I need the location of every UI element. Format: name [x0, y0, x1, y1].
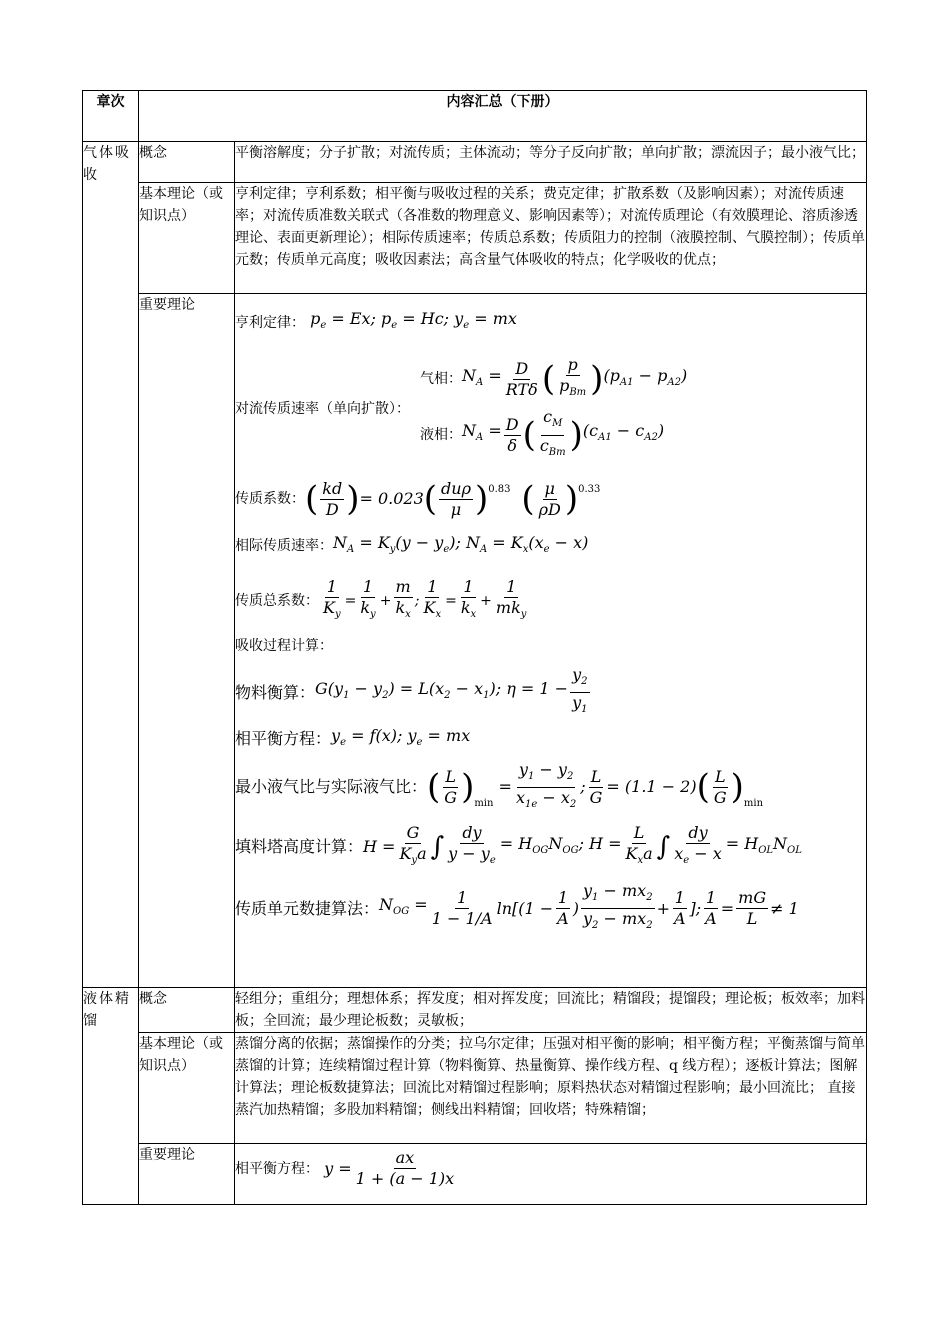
gas-basic-row [83, 183, 867, 294]
gas-important-label: 重要理论 [139, 294, 235, 988]
ntu-shortcut-formula: 传质单元数捷算法： $N_{OG}$ = $\frac{1}{1 - 1/A}$ ln[(1 − $\frac{1}{A}$ ) $\frac{y_1 - mx_2}{y_2 - mx_2}$ + $\frac{1}{A}$ ]; $\frac{1}{A}$ = $\frac{mG}{L}$ ≠ 1 [235, 881, 799, 932]
gas-chapter-cell: 气体吸收 [83, 142, 139, 988]
gas-important-row [83, 294, 867, 988]
header-content: 内容汇总（下册） [139, 91, 867, 142]
mass-transfer-coefficient-formula: 传质系数： ( $\frac{kd}{D}$ ) = 0.023 ( $\frac{\text{duρ}}{\mu}$ ) $^{0.83}$ ( $\frac{\mu}{\rho D}$ ) $^{0.33}$ [235, 478, 601, 520]
equilibrium-formula: 相平衡方程： $y_e = f(x)$; $y_e$ = mx [235, 725, 471, 749]
header-chapter: 章次 [83, 91, 139, 142]
gas-concept-row [83, 142, 867, 183]
gas-phase-formula: 气相： $N_A$ = $\frac{D}{\text{RTδ}}$ ( $\frac{p}{p_{Bm}}$ ) $(p_{A1} - p_{A2})$ [420, 355, 688, 400]
henry-formula: 亨利定律： $p_e = Ex$; $p_e = Hc$; $y_e$ = mx [235, 309, 517, 332]
distill-important-label: 重要理论 [139, 1144, 235, 1205]
gas-important-content [235, 294, 867, 988]
liquid-phase-formula: 液相： $N_A$ = $\frac{D}{\delta}$ ( $\frac{c_M}{c_{Bm}}$ ) $(c_{A1} - c_{A2})$ [420, 407, 665, 458]
summary-table [82, 90, 867, 1205]
gas-basic-text: 亨利定律；亨利系数；相平衡与吸收过程的关系；费克定律；扩散系数（及影响因素）；对流传质速率；对流传质准数关联式（各准数的物理意义、影响因素等）；对流传质理论（有效膜理论、溶质渗透理论、表面更新理论）；相际传质速率；传质总系数；传质阻力的控制（液膜控制、气膜控制）；传质单元数；传质单元高度；吸收因素法；高含量气体吸收的特点；化学吸收的优点； [235, 183, 867, 294]
distill-basic-label: 基本理论（或知识点） [139, 1033, 235, 1144]
overall-coefficient-formula: 传质总系数： $\frac{1}{K_y}$ = $\frac{1}{k_y}$ + $\frac{m}{k_x}$ ; $\frac{1}{K_x}$ = $\frac{1}{k_x}$ + $\frac{1}{mk_y}$ [235, 576, 527, 621]
gas-concept-label: 概念 [139, 142, 235, 183]
tower-height-formula: 填料塔高度计算： H = $\frac{G}{K_ya}$ ∫ $\frac{dy}{y - y_e}$ = $H_{OG}N_{OG}$; H = $\frac{L}{K_xa}$ ∫ $\frac{dy}{x_e - x}$ = $H_{OL}N_{OL}$ [235, 823, 802, 867]
distill-concept-text: 轻组分；重组分；理想体系；挥发度；相对挥发度；回流比；精馏段；提馏段；理论板；板效率；加料板；全回流；最少理论板数；灵敏板； [235, 988, 867, 1033]
min-liquid-gas-ratio-formula: 最小液气比与实际液气比： ( $\frac{L}{G}$ ) $_{min}$ = $\frac{y_1 - y_2}{x_{1e} - x_2}$ ; $\frac{L}{G}$ = (1.1 − 2) ( $\frac{L}{G}$ ) $_{min}$ [235, 759, 764, 811]
header-row [83, 91, 867, 142]
distill-important-row [83, 1144, 867, 1205]
gas-concept-text: 平衡溶解度；分子扩散；对流传质；主体流动；等分子反向扩散；单向扩散；漂流因子；最小液气比； [235, 142, 867, 183]
convection-label: 对流传质速率（单向扩散）： [235, 400, 410, 417]
distill-concept-row [83, 988, 867, 1033]
distill-chapter-cell: 液体精馏 [83, 988, 139, 1205]
distill-basic-row [83, 1033, 867, 1144]
material-balance-formula: 物料衡算： $G(y_1 - y_2) = L(x_2 - x_1)$; η = 1 − $\frac{y_2}{y_1}$ [235, 665, 588, 716]
gas-basic-label: 基本理论（或知识点） [139, 183, 235, 294]
convection-formulas [235, 351, 866, 467]
distill-important-content [235, 1144, 867, 1205]
interphase-rate-formula: 相际传质速率： $N_A = K_y(y - y_e)$; $N_A = K_x(x_e - x)$ [235, 532, 589, 555]
distill-basic-text: 蒸馏分离的依据；蒸馏操作的分类；拉乌尔定律；压强对相平衡的影响；相平衡方程；平衡蒸馏与简单蒸馏的计算；连续精馏过程计算（物料衡算、热量衡算、操作线方程、q 线方程）；逐板计算法；图解计算法；理论板数捷算法；回流比对精馏过程影响；原料热状态对精馏过程影响；最小回流比； 直接蒸汽加热精馏；多股加料精馏；侧线出料精馏；回收塔；特殊精馏； [235, 1033, 867, 1144]
distill-concept-label: 概念 [139, 988, 235, 1033]
distill-equilibrium-formula: 相平衡方程： y = $\frac{ax}{1 + (a - 1)x}$ [235, 1148, 455, 1188]
absorption-calc-label: 吸收过程计算： [235, 638, 333, 655]
